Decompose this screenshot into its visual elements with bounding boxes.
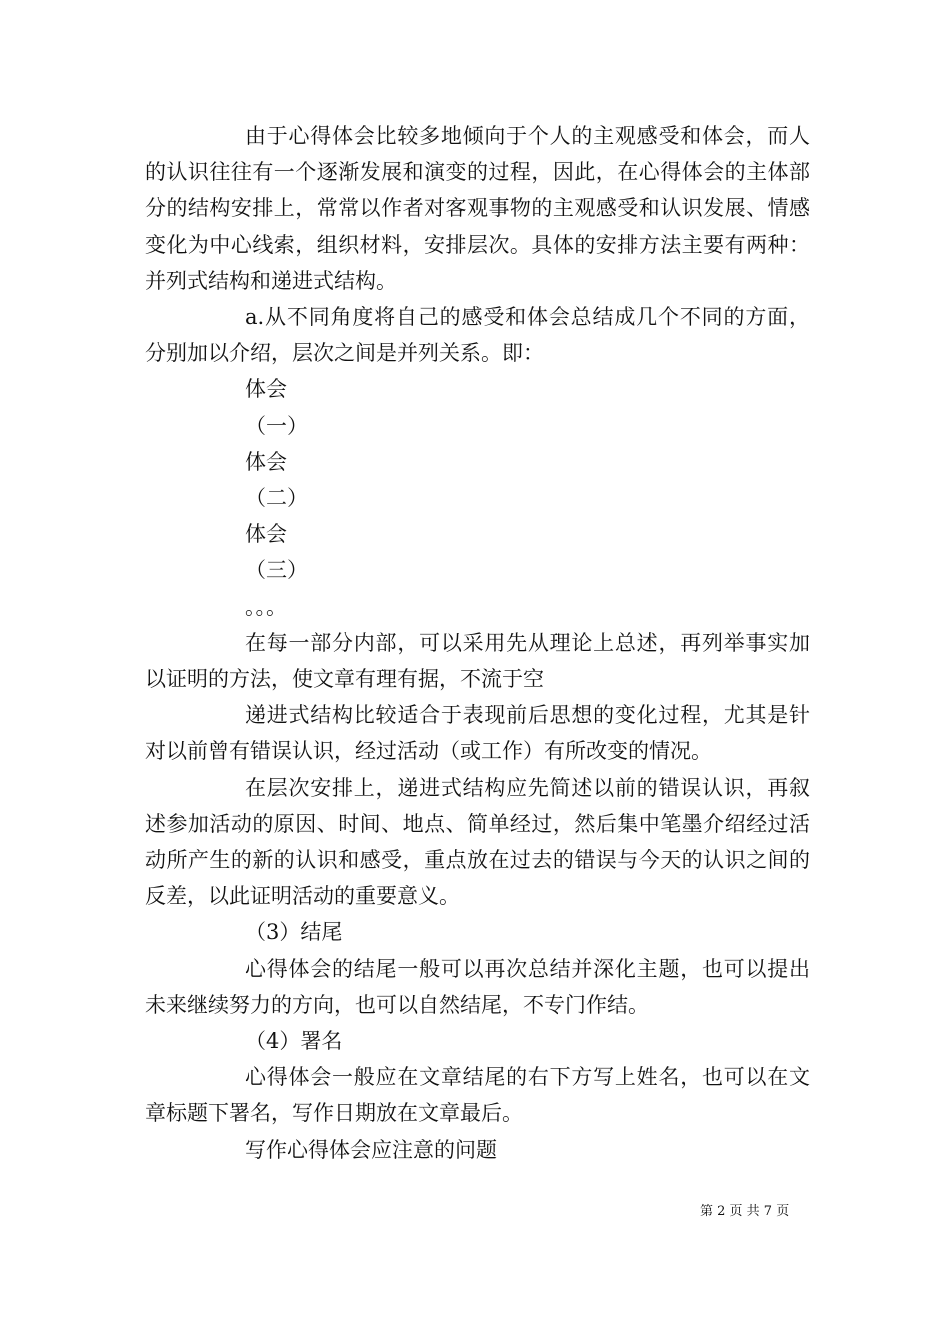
list-item: （二） [245,486,308,511]
list-item: （三） [245,558,308,583]
section-heading: 写作心得体会应注意的问题 [245,1137,497,1162]
paragraph: 心得体会的结尾一般可以再次总结并深化主题，也可以提出未来继续努力的方向，也可以自然结尾，不专门作结。 [145,956,810,1017]
list-item: 体会 [245,377,287,402]
paragraph: 在层次安排上，递进式结构应先简述以前的错误认识，再叙述参加活动的原因、时间、地点、简单经过，然后集中笔墨介绍经过活动所产生的新的认识和感受，重点放在过去的错误与今天的认识之间的反差，以此证明活动的重要意义。 [145,775,810,909]
section-heading: （4）署名 [245,1029,343,1054]
paragraph: 心得体会一般应在文章结尾的右下方写上姓名，也可以在文章标题下署名，写作日期放在文章最后。 [145,1065,810,1126]
list-item: 体会 [245,449,287,474]
page-number-footer: 第 2 页 共 7 页 [700,1204,790,1219]
list-item: （一） [245,413,308,438]
paragraph: 递进式结构比较适合于表现前后思想的变化过程，尤其是针对以前曾有错误认识，经过活动（或工作）有所改变的情况。 [145,703,810,764]
ellipsis-line: 。。。 [245,594,287,619]
paragraph: a.从不同角度将自己的感受和体会总结成几个不同的方面，分别加以介绍，层次之间是并列关系。即： [145,305,810,366]
section-heading: （3）结尾 [245,920,343,945]
list-item: 体会 [245,522,287,547]
document-body [145,118,810,1168]
paragraph: 由于心得体会比较多地倾向于个人的主观感受和体会，而人的认识往往有一个逐渐发展和演变的过程，因此，在心得体会的主体部分的结构安排上，常常以作者对客观事物的主观感受和认识发展、情感变化为中心线索，组织材料，安排层次。具体的安排方法主要有两种：并列式结构和递进式结构。 [145,124,810,293]
paragraph: 在每一部分内部，可以采用先从理论上总述，再列举事实加以证明的方法，使文章有理有据，不流于空 [145,630,810,692]
